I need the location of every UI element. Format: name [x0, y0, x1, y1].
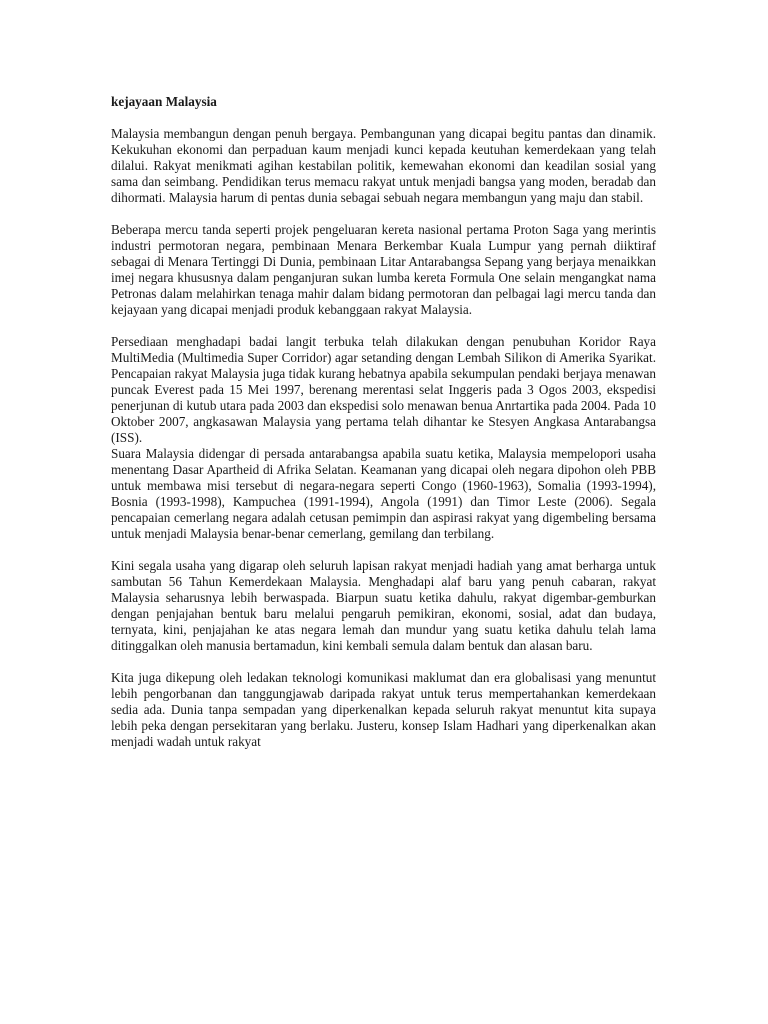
document-title: kejayaan Malaysia [111, 94, 217, 109]
paragraph-3: Persediaan menghadapi badai langit terbuka telah dilakukan dengan penubuhan Koridor Raya MultiMedia (Multimedia Super Corridor) agar setanding dengan Lembah Silikon di Amerika Syarikat. Pencapaian rakyat Malaysia juga tidak kurang hebatnya apabila sekumpulan pendaki berjaya menawan puncak Everest pada 15 Mei 1997, berenang merentasi selat Inggeris pada 3 Ogos 2003, ekspedisi penerjunan di kutub utara pada 2003 dan ekspedisi solo menawan benua Anrtartika pada 2004. Pada 10 Oktober 2007, angkasawan Malaysia yang pertama telah dihantar ke Stesyen Angkasa Antarabangsa (ISS). [111, 334, 656, 445]
paragraph-5: Kini segala usaha yang digarap oleh seluruh lapisan rakyat menjadi hadiah yang amat berharga untuk sambutan 56 Tahun Kemerdekaan Malaysia. Menghadapi alaf baru yang penuh cabaran, rakyat Malaysia seharusnya lebih berwaspada. Biarpun suatu ketika dahulu, rakyat digembar-gemburkan dengan penjajahan bentuk baru melalui pengaruh pemikiran, ekonomi, sosial, adat dan budaya, ternyata, kini, penjajahan ke atas negara lemah dan mundur yang suatu ketika dahulu telah lama ditinggalkan oleh manusia bertamadun, kini kembali semula dalam bentuk dan alasan baru. [111, 558, 656, 653]
document-body [111, 94, 656, 766]
paragraph-1: Malaysia membangun dengan penuh bergaya. Pembangunan yang dicapai begitu pantas dan dinamik. Kekukuhan ekonomi dan perpaduan kaum menjadi kunci kepada keutuhan kemerdekaan yang telah dilalui. Rakyat menikmati agihan kestabilan politik, kemewahan ekonomi dan keadilan sosial yang sama dan seimbang. Pendidikan terus memacu rakyat untuk menjadi bangsa yang moden, beradab dan dihormati. Malaysia harum di pentas dunia sebagai sebuah negara membangun yang maju dan stabil. [111, 126, 656, 205]
paragraph-6: Kita juga dikepung oleh ledakan teknologi komunikasi maklumat dan era globalisasi yang menuntut lebih pengorbanan dan tanggungjawab daripada rakyat untuk terus mempertahankan kemerdekaan sedia ada. Dunia tanpa sempadan yang diperkenalkan kepada seluruh rakyat menuntut kita supaya lebih peka dengan persekitaran yang berlaku. Justeru, konsep Islam Hadhari yang diperkenalkan akan menjadi wadah untuk rakyat [111, 670, 656, 749]
paragraph-4: Suara Malaysia didengar di persada antarabangsa apabila suatu ketika, Malaysia mempelopori usaha menentang Dasar Apartheid di Afrika Selatan. Keamanan yang dicapai oleh negara dipohon oleh PBB untuk membawa misi tersebut di negara-negara seperti Congo (1960-1963), Somalia (1993-1994), Bosnia (1993-1998), Kampuchea (1991-1994), Angola (1991) dan Timor Leste (2006). Segala pencapaian cemerlang negara adalah cetusan pemimpin dan aspirasi rakyat yang digembeling bersama untuk menjadi Malaysia benar-benar cemerlang, gemilang dan terbilang. [111, 446, 656, 541]
paragraph-2: Beberapa mercu tanda seperti projek pengeluaran kereta nasional pertama Proton Saga yang merintis industri permotoran negara, pembinaan Menara Berkembar Kuala Lumpur yang pernah diiktiraf sebagai di Menara Tertinggi Di Dunia, pembinaan Litar Antarabangsa Sepang yang berjaya menaikkan imej negara khususnya dalam penganjuran sukan lumba kereta Formula One selain mengangkat nama Petronas dalam melahirkan tenaga mahir dalam bidang permotoran dan pelbagai lagi mercu tanda dan kejayaan yang dicapai menjadi produk kebanggaan rakyat Malaysia. [111, 222, 656, 317]
